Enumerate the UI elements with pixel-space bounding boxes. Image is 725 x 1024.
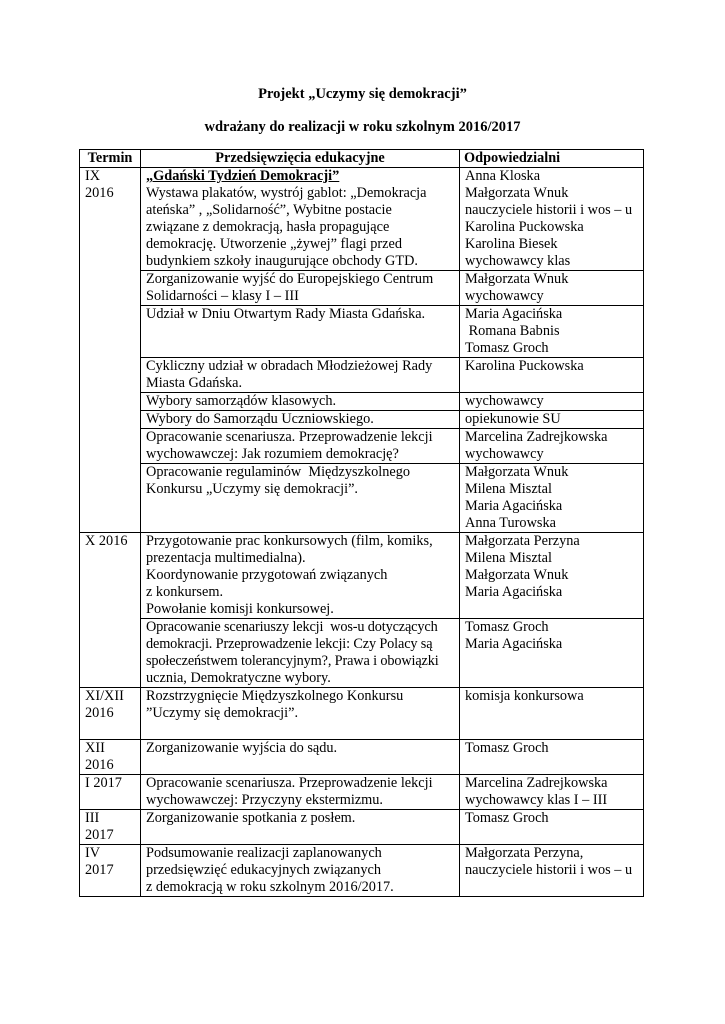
person-line: Maria Agacińska — [465, 306, 563, 322]
table-row — [80, 688, 644, 740]
person-line: Anna Kloska — [465, 168, 541, 184]
person-line: wychowawcy klas I – III — [465, 792, 608, 808]
person-line: Karolina Biesek — [465, 236, 558, 252]
table-row — [80, 464, 644, 533]
document-title: Projekt „Uczymy się demokracji” — [258, 86, 467, 102]
activity-line: budynkiem szkoły inaugurujące obchody GTD. — [146, 253, 418, 269]
przedsiewziecia-cell — [141, 358, 460, 393]
person-line: Tomasz Groch — [465, 740, 549, 756]
odpowiedzialni-cell — [460, 845, 644, 897]
table-row — [80, 358, 644, 393]
activity-line: z konkursem. — [146, 584, 224, 600]
activity-line: Opracowanie scenariusza. Przeprowadzenie lekcji — [146, 429, 433, 445]
odpowiedzialni-cell — [460, 168, 644, 271]
person-line: komisja konkursowa — [465, 688, 584, 704]
przedsiewziecia-cell — [141, 688, 460, 740]
termin-line: XII — [85, 740, 105, 756]
activity-line: demokrację. Utworzenie „żywej” flagi przed — [146, 236, 403, 252]
przedsiewziecia-cell — [141, 411, 460, 429]
odpowiedzialni-cell — [460, 810, 644, 845]
odpowiedzialni-cell — [460, 688, 644, 740]
table-row — [80, 271, 644, 306]
activity-line: wychowawczej: Jak rozumiem demokrację? — [146, 446, 399, 462]
plan-table — [79, 149, 644, 897]
odpowiedzialni-cell — [460, 775, 644, 810]
table-row — [80, 533, 644, 619]
activity-line: ucznia, Demokratyczne wybory. — [146, 670, 331, 686]
termin-line: III — [85, 810, 100, 826]
table-row — [80, 740, 644, 775]
odpowiedzialni-cell — [460, 358, 644, 393]
person-line: nauczyciele historii i wos – u — [465, 862, 633, 878]
table-row — [80, 411, 644, 429]
przedsiewziecia-cell — [141, 740, 460, 775]
table-row — [80, 775, 644, 810]
table-row — [80, 306, 644, 358]
przedsiewziecia-cell — [141, 306, 460, 358]
termin-cell — [80, 845, 141, 897]
termin-line: 2017 — [85, 862, 114, 878]
activity-line: Zorganizowanie wyjścia do sądu. — [146, 740, 338, 756]
document-subtitle: wdrażany do realizacji w roku szkolnym 2016/2017 — [204, 119, 521, 135]
activity-line: Zorganizowanie wyjść do Europejskiego Centrum — [146, 271, 434, 287]
person-line: Małgorzata Perzyna, — [465, 845, 584, 861]
person-line: Małgorzata Wnuk — [465, 567, 569, 583]
event-heading: „Gdański Tydzień Demokracji” — [146, 168, 340, 184]
activity-line: Miasta Gdańska. — [146, 375, 243, 391]
person-line: wychowawcy — [465, 393, 544, 409]
person-line: Małgorzata Wnuk — [465, 271, 569, 287]
odpowiedzialni-cell — [460, 464, 644, 533]
person-line: Romana Babnis — [465, 323, 560, 339]
activity-line: ”Uczymy się demokracji”. — [146, 705, 299, 721]
activity-line: wychowawczej: Przyczyny ekstermizmu. — [146, 792, 384, 808]
activity-line: ateńska” , „Solidarność”, Wybitne postacie — [146, 202, 392, 218]
termin-cell — [80, 688, 141, 740]
header-odpowiedzialni: Odpowiedzialni — [460, 150, 644, 168]
przedsiewziecia-cell — [141, 271, 460, 306]
person-line: wychowawcy — [465, 288, 544, 304]
table-row — [80, 619, 644, 688]
odpowiedzialni-cell — [460, 429, 644, 464]
person-line: Karolina Puckowska — [465, 219, 584, 235]
activity-line: Opracowanie scenariuszy lekcji wos-u dotyczących — [146, 619, 438, 635]
activity-line: związane z demokracją, hasła propagujące — [146, 219, 390, 235]
termin-line: I 2017 — [85, 775, 122, 791]
person-line: Małgorzata Wnuk — [465, 185, 569, 201]
person-line: Maria Agacińska — [465, 636, 563, 652]
przedsiewziecia-cell — [141, 168, 460, 271]
person-line: Marcelina Zadrejkowska — [465, 775, 608, 791]
table-row — [80, 393, 644, 411]
activity-line: Podsumowanie realizacji zaplanowanych — [146, 845, 382, 861]
activity-line: Przygotowanie prac konkursowych (film, komiks, — [146, 533, 433, 549]
termin-line: 2017 — [85, 827, 114, 843]
przedsiewziecia-cell — [141, 845, 460, 897]
activity-line: Udział w Dniu Otwartym Rady Miasta Gdańska. — [146, 306, 426, 322]
person-line: Milena Misztal — [465, 550, 552, 566]
odpowiedzialni-cell — [460, 393, 644, 411]
activity-line: demokracji. Przeprowadzenie lekcji: Czy Polacy są — [146, 636, 433, 652]
person-line: Tomasz Groch — [465, 619, 549, 635]
table-header-row — [80, 150, 644, 168]
activity-line: Powołanie komisji konkursowej. — [146, 601, 334, 617]
przedsiewziecia-cell — [141, 429, 460, 464]
termin-cell — [80, 168, 141, 533]
activity-line: Solidarności – klasy I – III — [146, 288, 299, 304]
person-line: Małgorzata Perzyna — [465, 533, 580, 549]
termin-line: 2016 — [85, 185, 114, 201]
table-row — [80, 845, 644, 897]
table-row — [80, 429, 644, 464]
odpowiedzialni-cell — [460, 306, 644, 358]
przedsiewziecia-cell — [141, 464, 460, 533]
termin-line: IX — [85, 168, 101, 184]
activity-line: Cykliczny udział w obradach Młodzieżowej Rady — [146, 358, 433, 374]
activity-line: przedsięwzięć edukacyjnych związanych — [146, 862, 381, 878]
przedsiewziecia-cell — [141, 810, 460, 845]
person-line: Maria Agacińska — [465, 498, 563, 514]
person-line: Maria Agacińska — [465, 584, 563, 600]
termin-cell — [80, 775, 141, 810]
person-line: nauczyciele historii i wos – u — [465, 202, 633, 218]
przedsiewziecia-cell — [141, 393, 460, 411]
activity-line: Wybory samorządów klasowych. — [146, 393, 337, 409]
activity-line: Zorganizowanie spotkania z posłem. — [146, 810, 356, 826]
person-line: opiekunowie SU — [465, 411, 561, 427]
activity-line: społeczeństwem tolerancyjnym?, Prawa i obowiązki — [146, 653, 439, 669]
person-line: wychowawcy — [465, 446, 544, 462]
person-line: Tomasz Groch — [465, 810, 549, 826]
activity-line: Koordynowanie przygotowań związanych — [146, 567, 388, 583]
activity-line: Opracowanie scenariusza. Przeprowadzenie lekcji — [146, 775, 433, 791]
person-line: Tomasz Groch — [465, 340, 549, 356]
table-row — [80, 810, 644, 845]
termin-cell — [80, 810, 141, 845]
termin-line: 2016 — [85, 757, 114, 773]
przedsiewziecia-cell — [141, 533, 460, 619]
odpowiedzialni-cell — [460, 740, 644, 775]
table-row — [80, 168, 644, 271]
odpowiedzialni-cell — [460, 619, 644, 688]
person-line: Milena Misztal — [465, 481, 552, 497]
termin-line: IV — [85, 845, 101, 861]
termin-line: X 2016 — [85, 533, 128, 549]
przedsiewziecia-cell — [141, 775, 460, 810]
person-line: Anna Turowska — [465, 515, 556, 531]
activity-line: Wystawa plakatów, wystrój gablot: „Demokracja — [146, 185, 427, 201]
przedsiewziecia-cell — [141, 619, 460, 688]
termin-cell — [80, 533, 141, 688]
activity-line: Rozstrzygnięcie Międzyszkolnego Konkursu — [146, 688, 404, 704]
activity-line: prezentacja multimedialna). — [146, 550, 306, 566]
activity-line: Konkursu „Uczymy się demokracji”. — [146, 481, 359, 497]
odpowiedzialni-cell — [460, 533, 644, 619]
activity-line: Wybory do Samorządu Uczniowskiego. — [146, 411, 374, 427]
person-line: Marcelina Zadrejkowska — [465, 429, 608, 445]
termin-line: 2016 — [85, 705, 114, 721]
person-line: Małgorzata Wnuk — [465, 464, 569, 480]
odpowiedzialni-cell — [460, 271, 644, 306]
activity-line: Opracowanie regulaminów Międzyszkolnego — [146, 464, 411, 480]
person-line: wychowawcy klas — [465, 253, 571, 269]
header-przedsiewziecia: Przedsięwzięcia edukacyjne — [141, 150, 460, 168]
header-termin: Termin — [80, 150, 141, 168]
person-line: Karolina Puckowska — [465, 358, 584, 374]
odpowiedzialni-cell — [460, 411, 644, 429]
termin-cell — [80, 740, 141, 775]
termin-line: XI/XII — [85, 688, 124, 704]
activity-line: z demokracją w roku szkolnym 2016/2017. — [146, 879, 394, 895]
